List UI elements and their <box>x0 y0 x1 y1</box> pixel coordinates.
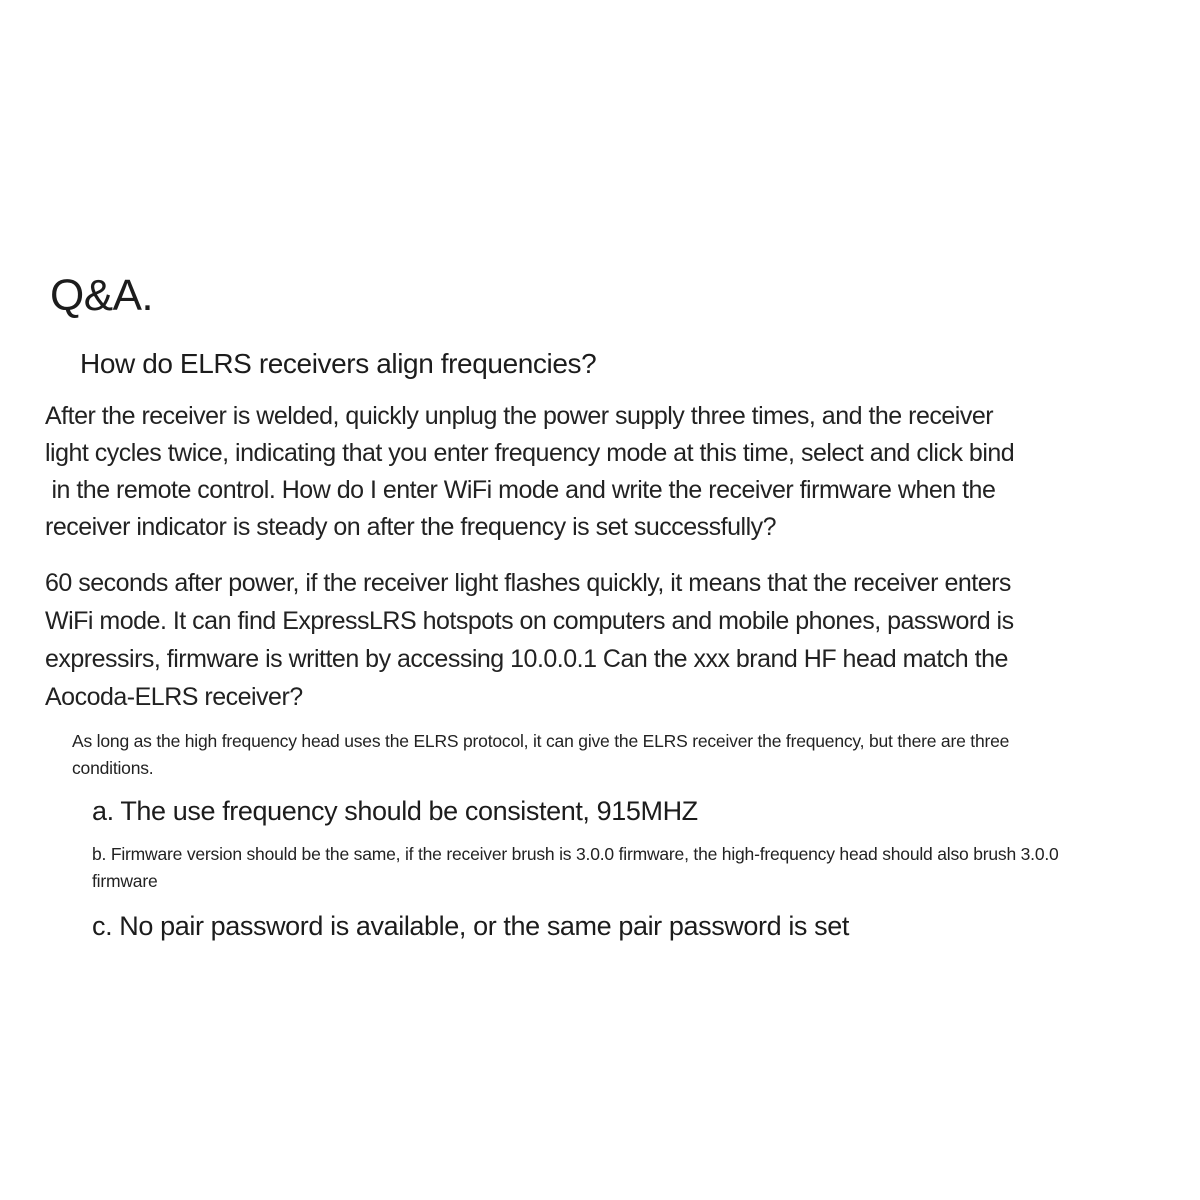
condition-b-line: firmware <box>92 871 158 892</box>
note-line: conditions. <box>72 758 154 779</box>
paragraph-line: WiFi mode. It can find ExpressLRS hotspots on computers and mobile phones, password is <box>45 607 1014 636</box>
paragraph-line: expressirs, firmware is written by accessing 10.0.0.1 Can the xxx brand HF head match the <box>45 645 1008 674</box>
paragraph-line: in the remote control. How do I enter WiFi mode and write the receiver firmware when the <box>45 476 996 505</box>
question-heading: How do ELRS receivers align frequencies? <box>80 348 597 380</box>
paragraph-line: Aocoda-ELRS receiver? <box>45 683 303 712</box>
note-paragraph <box>72 728 1167 782</box>
condition-c: c. No pair password is available, or the same pair password is set <box>92 911 849 942</box>
paragraph-line: After the receiver is welded, quickly unplug the power supply three times, and the receiver <box>45 402 994 431</box>
condition-b <box>92 841 1187 895</box>
answer-paragraph-1 <box>45 398 1200 546</box>
condition-b-line: b. Firmware version should be the same, if the receiver brush is 3.0.0 firmware, the high-frequency head should also brush 3.0.0 <box>92 844 1059 865</box>
condition-a: a. The use frequency should be consistent, 915MHZ <box>92 796 698 827</box>
paragraph-line: receiver indicator is steady on after the frequency is set successfully? <box>45 513 777 542</box>
answer-paragraph-2 <box>45 564 1200 716</box>
document-content <box>0 272 1200 942</box>
paragraph-line: light cycles twice, indicating that you enter frequency mode at this time, select and click bind <box>45 439 1015 468</box>
page-title: Q&A. <box>50 271 154 320</box>
note-line: As long as the high frequency head uses the ELRS protocol, it can give the ELRS receiver the frequency, but there are three <box>72 731 1010 752</box>
paragraph-line: 60 seconds after power, if the receiver light flashes quickly, it means that the receiver enters <box>45 569 1011 598</box>
